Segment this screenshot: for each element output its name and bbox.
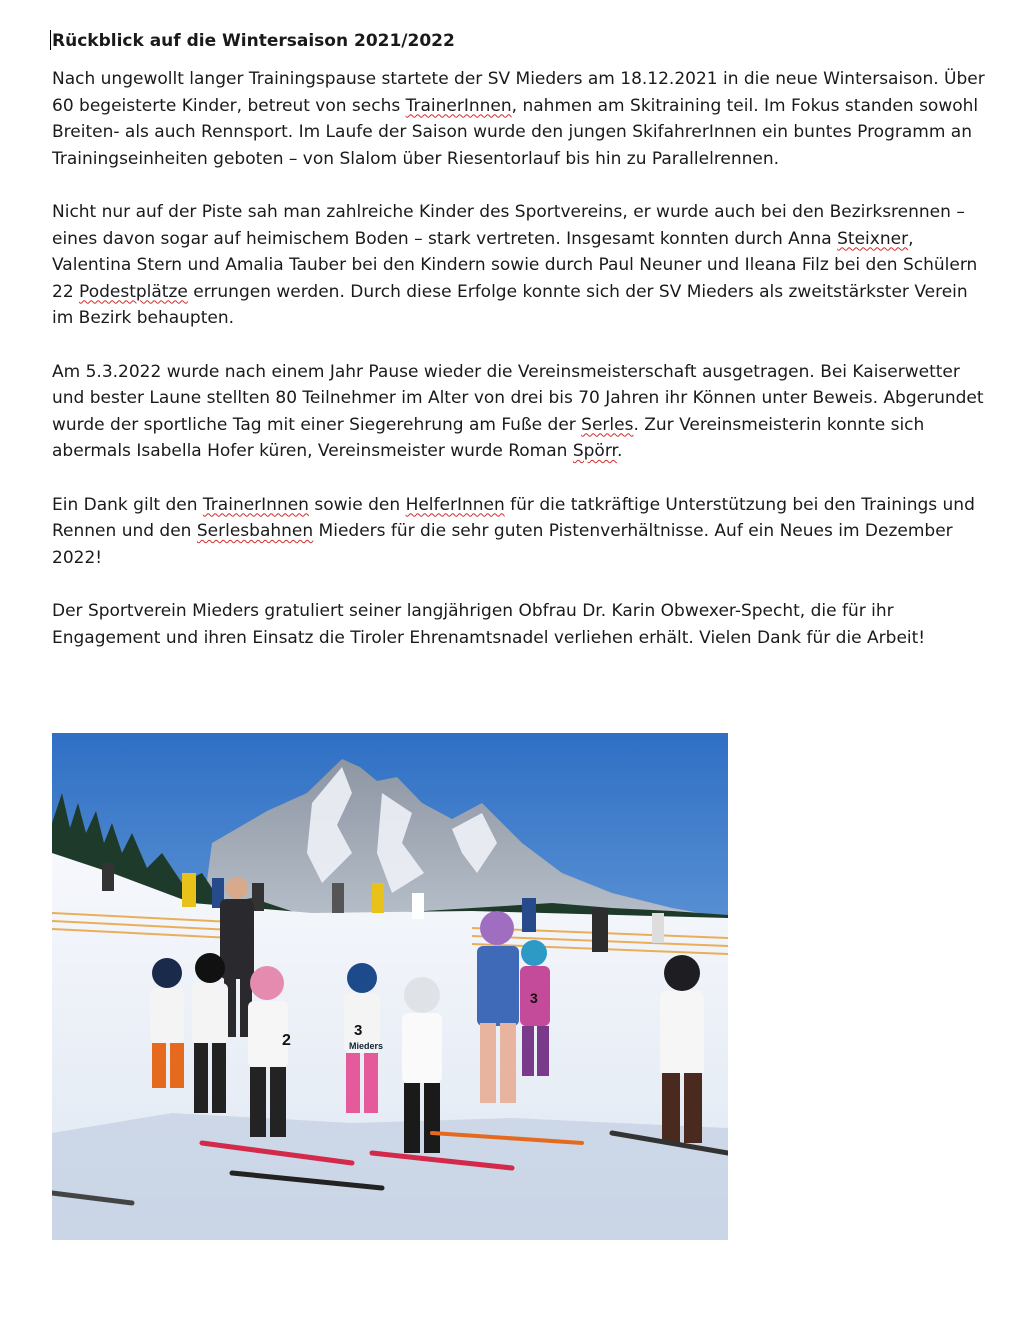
spelling-error-word: TrainerInnen (202, 494, 309, 515)
spelling-error-word: HelferInnen (405, 494, 505, 515)
paragraph (52, 199, 992, 332)
document-title: Rückblick auf die Wintersaison 2021/2022 (52, 31, 455, 51)
text-run: für die tatkräftige Unterstützung bei den Trainings und Rennen und den (52, 494, 975, 541)
spelling-error-word: Serlesbahnen (196, 521, 314, 541)
document-page (52, 28, 992, 678)
text-cursor (50, 30, 51, 50)
text-run: Mieders für die sehr guten Pistenverhältnisse. Auf ein Neues im Dezember 2022! (52, 521, 953, 568)
bib-number: 3 (530, 990, 538, 1006)
text-run: sowie den (308, 494, 406, 515)
paragraph (52, 359, 992, 465)
text-run: , nahmen am Skitraining teil. Im Fokus standen sowohl Breiten- als auch Rennsport. Im Laufe der Saison wurde den jungen SkifahrerInnen ein buntes Programm an Trainingseinheiten geboten – von Slalom über Riesentorlauf bis hin zu Parallelrennen. (52, 95, 979, 169)
ski-group-photo (52, 733, 728, 1240)
spelling-error-word: Serles (581, 414, 634, 435)
text-run: . (616, 441, 623, 461)
paragraph (52, 492, 992, 572)
title-line[interactable] (52, 28, 992, 54)
text-run: errungen werden. Durch diese Erfolge konnte sich der SV Mieders als zweitstärkster Verein im Bezirk behaupten. (52, 281, 968, 328)
text-run: Am 5.3.2022 wurde nach einem Jahr Pause wieder die Vereinsmeisterschaft ausgetragen. Bei Kaiserwetter und bester Laune stellten 80 Teilnehmer im Alter von drei bis 70 Jahren ihr Können unter Beweis. Abgerundet wurde der sportliche Tag mit einer Siegerehrung am Fuße der (52, 361, 984, 435)
text-run: , Valentina Stern und Amalia Tauber bei den Kindern sowie durch Paul Neuner und Ileana Filz bei den Schülern 22 (52, 228, 978, 302)
text-run: . Zur Vereinsmeisterin konnte sich abermals Isabella Hofer küren, Vereinsmeister wurde Roman (52, 414, 925, 461)
paragraph (52, 66, 992, 172)
bib-text: Mieders (349, 1041, 384, 1051)
spelling-error-word: Steixner (837, 228, 909, 249)
text-run: Nach ungewollt langer Trainingspause startete der SV Mieders am 18.12.2021 in die neue Wintersaison. Über 60 begeisterte Kinder, betreut von sechs (52, 69, 985, 116)
text-run: Der Sportverein Mieders gratuliert seiner langjährigen Obfrau Dr. Karin Obwexer-Specht, die für ihr Engagement und ihren Einsatz die Tiroler Ehrenamtsnadel verliehen erhält. Vielen Dank für die Arbeit! (52, 601, 926, 648)
bib-number: 2 (282, 1032, 291, 1049)
document-body[interactable] (52, 66, 992, 651)
spelling-error-word: TrainerInnen (405, 95, 512, 116)
spelling-error-word: Podestplätze (79, 281, 188, 302)
bib-number: 3 (354, 1022, 363, 1039)
spelling-error-word: Spörr (572, 441, 617, 461)
text-run: Ein Dank gilt den (52, 494, 203, 515)
text-run: Nicht nur auf der Piste sah man zahlreiche Kinder des Sportvereins, er wurde auch bei den Bezirksrennen – eines davon sogar auf heimischem Boden – stark vertreten. Insgesamt konnten durch Anna (52, 202, 965, 249)
paragraph (52, 598, 992, 651)
